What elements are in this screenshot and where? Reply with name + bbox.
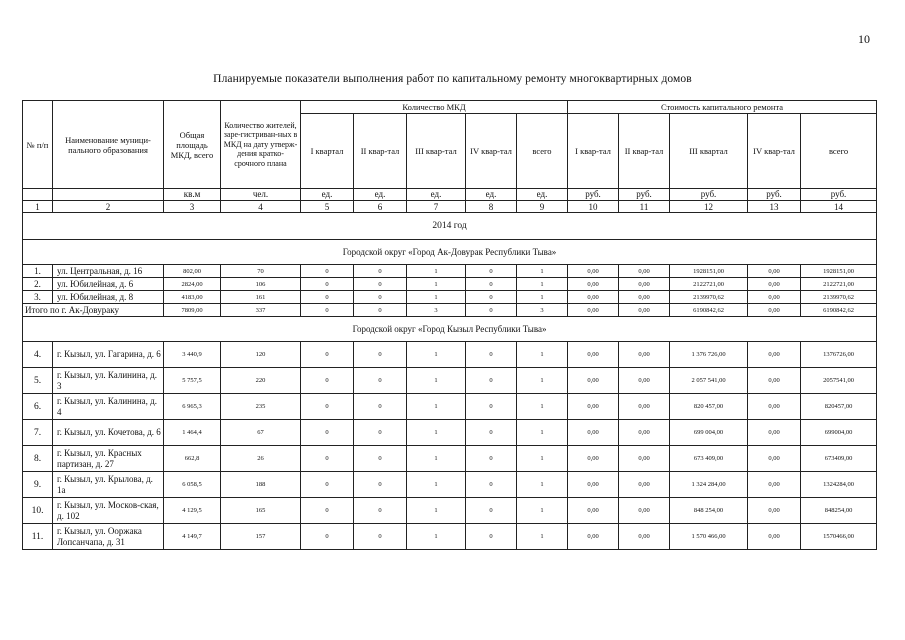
cell-cost-q2: 0,00	[619, 524, 670, 550]
cell-total: 1	[517, 342, 568, 368]
cell-name: г. Кызыл, ул. Москов-ская, д. 102	[53, 498, 164, 524]
unit-cell: руб.	[748, 189, 801, 201]
unit-cell: ед.	[301, 189, 354, 201]
col-number: 14	[801, 201, 877, 213]
cell-total: 1	[517, 394, 568, 420]
year-row: 2014 год	[23, 213, 877, 240]
cell-area: 4 149,7	[164, 524, 221, 550]
cell-q3: 1	[407, 342, 466, 368]
cell-total: 1	[517, 278, 568, 291]
unit-cell: ед.	[354, 189, 407, 201]
cell-cost-q2: 0,00	[619, 394, 670, 420]
cell-q1: 0	[301, 342, 354, 368]
cell-cost-q3: 1928151,00	[670, 265, 748, 278]
header-total: всего	[517, 114, 568, 189]
cell-cost-q1: 0,00	[568, 394, 619, 420]
cell-cost-q4: 0,00	[748, 304, 801, 317]
cell-residents: 26	[221, 446, 301, 472]
cell-q1: 0	[301, 446, 354, 472]
cell-cost-q1: 0,00	[568, 342, 619, 368]
unit-cell: ед.	[466, 189, 517, 201]
cell-cost-q4: 0,00	[748, 420, 801, 446]
cell-area: 4183,00	[164, 291, 221, 304]
cell-q3: 3	[407, 304, 466, 317]
cell-cost-q1: 0,00	[568, 278, 619, 291]
unit-cell: ед.	[517, 189, 568, 201]
table-row	[23, 342, 877, 368]
cell-area: 3 440,9	[164, 342, 221, 368]
col-number: 7	[407, 201, 466, 213]
cell-cost-q2: 0,00	[619, 420, 670, 446]
cell-q1: 0	[301, 472, 354, 498]
document-title: Планируемые показатели выполнения работ по капитальному ремонту многоквартирных домов	[213, 73, 692, 85]
cell-cost-q3: 2122721,00	[670, 278, 748, 291]
cell-num: 2.	[23, 278, 53, 291]
cell-residents: 220	[221, 368, 301, 394]
cell-cost-q2: 0,00	[619, 291, 670, 304]
table-row	[23, 394, 877, 420]
unit-cell: ед.	[407, 189, 466, 201]
section-kyzyl: Городской округ «Город Кызыл Республики Тыва»	[23, 317, 877, 342]
cell-q4: 0	[466, 472, 517, 498]
cell-q3: 1	[407, 524, 466, 550]
cell-q3: 1	[407, 265, 466, 278]
cell-q2: 0	[354, 342, 407, 368]
cell-q2: 0	[354, 498, 407, 524]
header-cost-q4: IV квар-тал	[748, 114, 801, 189]
cell-q1: 0	[301, 394, 354, 420]
header-residents: Количество жителей, заре-гистриван-ных в МКД на дату утверж-дения кратко-срочного плана	[221, 101, 301, 189]
unit-cell: кв.м	[164, 189, 221, 201]
cell-residents: 106	[221, 278, 301, 291]
header-q2: II квар-тал	[354, 114, 407, 189]
cell-cost-q1: 0,00	[568, 498, 619, 524]
table-row	[23, 420, 877, 446]
cell-cost-q4: 0,00	[748, 394, 801, 420]
cell-q4: 0	[466, 291, 517, 304]
cell-cost-q3: 1 570 466,00	[670, 524, 748, 550]
cell-q3: 1	[407, 498, 466, 524]
table-row	[23, 524, 877, 550]
header-cost-q2: II квар-тал	[619, 114, 670, 189]
cell-area: 6 965,3	[164, 394, 221, 420]
header-cost-q3: III квартал	[670, 114, 748, 189]
cell-q3: 1	[407, 446, 466, 472]
cell-num: 3.	[23, 291, 53, 304]
header-count-group: Количество МКД	[301, 101, 568, 114]
header-q1: I квартал	[301, 114, 354, 189]
cell-q2: 0	[354, 291, 407, 304]
col-number: 12	[670, 201, 748, 213]
table-row	[23, 446, 877, 472]
cell-cost-total: 848254,00	[801, 498, 877, 524]
header-cost-total: всего	[801, 114, 877, 189]
cell-num: 8.	[23, 446, 53, 472]
cell-cost-total: 6190842,62	[801, 304, 877, 317]
cell-cost-q4: 0,00	[748, 291, 801, 304]
cell-q4: 0	[466, 394, 517, 420]
cell-cost-total: 673409,00	[801, 446, 877, 472]
cell-total: 1	[517, 420, 568, 446]
col-number: 11	[619, 201, 670, 213]
cell-q4: 0	[466, 420, 517, 446]
cell-cost-total: 2122721,00	[801, 278, 877, 291]
cell-cost-q3: 1 324 284,00	[670, 472, 748, 498]
cell-residents: 165	[221, 498, 301, 524]
cell-total: 1	[517, 498, 568, 524]
total-label: Итого по г. Ак-Довураку	[23, 304, 164, 317]
cell-cost-q2: 0,00	[619, 472, 670, 498]
header-area: Общая площадь МКД, всего	[164, 101, 221, 189]
cell-q3: 1	[407, 420, 466, 446]
unit-cell: руб.	[568, 189, 619, 201]
header-q4: IV квар-тал	[466, 114, 517, 189]
cell-cost-q1: 0,00	[568, 446, 619, 472]
cell-cost-total: 2057541,00	[801, 368, 877, 394]
cell-cost-q4: 0,00	[748, 498, 801, 524]
page-number: 10	[858, 32, 870, 46]
cell-residents: 70	[221, 265, 301, 278]
cell-total: 1	[517, 524, 568, 550]
cell-area: 1 464,4	[164, 420, 221, 446]
cell-cost-q4: 0,00	[748, 472, 801, 498]
cell-residents: 337	[221, 304, 301, 317]
cell-cost-q2: 0,00	[619, 342, 670, 368]
cell-total: 1	[517, 368, 568, 394]
cell-residents: 161	[221, 291, 301, 304]
header-cost-group: Стоимость капитального ремонта	[568, 101, 877, 114]
cell-total: 1	[517, 446, 568, 472]
cell-cost-q3: 6190842,62	[670, 304, 748, 317]
cell-q2: 0	[354, 394, 407, 420]
cell-cost-total: 1570466,00	[801, 524, 877, 550]
cell-q2: 0	[354, 265, 407, 278]
cell-q1: 0	[301, 420, 354, 446]
cell-cost-q3: 848 254,00	[670, 498, 748, 524]
cell-cost-q2: 0,00	[619, 368, 670, 394]
cell-name: ул. Центральная, д. 16	[53, 265, 164, 278]
cell-num: 7.	[23, 420, 53, 446]
col-number: 8	[466, 201, 517, 213]
cell-cost-q4: 0,00	[748, 524, 801, 550]
cell-q4: 0	[466, 446, 517, 472]
cell-num: 1.	[23, 265, 53, 278]
cell-total: 1	[517, 291, 568, 304]
cell-area: 5 757,5	[164, 368, 221, 394]
cell-q1: 0	[301, 304, 354, 317]
cell-q4: 0	[466, 524, 517, 550]
cell-total: 1	[517, 265, 568, 278]
cell-cost-total: 1376726,00	[801, 342, 877, 368]
cell-cost-q1: 0,00	[568, 420, 619, 446]
cell-name: ул. Юбилейная, д. 6	[53, 278, 164, 291]
table-row	[23, 265, 877, 278]
table-row	[23, 368, 877, 394]
cell-residents: 157	[221, 524, 301, 550]
cell-q4: 0	[466, 265, 517, 278]
cell-num: 5.	[23, 368, 53, 394]
cell-cost-q1: 0,00	[568, 524, 619, 550]
cell-residents: 120	[221, 342, 301, 368]
cell-cost-q2: 0,00	[619, 498, 670, 524]
header-name: Наименование муници-пального образования	[53, 101, 164, 189]
cell-q4: 0	[466, 368, 517, 394]
cell-cost-total: 2139970,62	[801, 291, 877, 304]
table-row	[23, 472, 877, 498]
cell-area: 802,00	[164, 265, 221, 278]
unit-cell: руб.	[670, 189, 748, 201]
repair-plan-table	[22, 100, 877, 550]
col-number: 2	[53, 201, 164, 213]
cell-q3: 1	[407, 368, 466, 394]
cell-name: г. Кызыл, ул. Кочетова, д. 6	[53, 420, 164, 446]
col-number: 13	[748, 201, 801, 213]
cell-q2: 0	[354, 304, 407, 317]
cell-cost-q3: 699 004,00	[670, 420, 748, 446]
cell-cost-q3: 820 457,00	[670, 394, 748, 420]
cell-q2: 0	[354, 420, 407, 446]
cell-cost-q1: 0,00	[568, 291, 619, 304]
unit-cell: руб.	[619, 189, 670, 201]
cell-name: г. Кызыл, ул. Калинина, д. 3	[53, 368, 164, 394]
cell-q1: 0	[301, 291, 354, 304]
unit-cell: чел.	[221, 189, 301, 201]
cell-q1: 0	[301, 368, 354, 394]
cell-residents: 67	[221, 420, 301, 446]
cell-q2: 0	[354, 368, 407, 394]
cell-area: 6 058,5	[164, 472, 221, 498]
cell-q3: 1	[407, 278, 466, 291]
cell-q2: 0	[354, 524, 407, 550]
col-number: 4	[221, 201, 301, 213]
cell-num: 6.	[23, 394, 53, 420]
cell-num: 10.	[23, 498, 53, 524]
units-row	[23, 189, 877, 201]
cell-cost-total: 1928151,00	[801, 265, 877, 278]
cell-name: г. Кызыл, ул. Красных партизан, д. 27	[53, 446, 164, 472]
table-row	[23, 278, 877, 291]
cell-cost-q3: 673 409,00	[670, 446, 748, 472]
cell-cost-q2: 0,00	[619, 278, 670, 291]
cell-cost-q2: 0,00	[619, 304, 670, 317]
cell-q2: 0	[354, 446, 407, 472]
cell-total: 3	[517, 304, 568, 317]
cell-q1: 0	[301, 524, 354, 550]
cell-q3: 1	[407, 394, 466, 420]
cell-area: 2824,00	[164, 278, 221, 291]
col-number: 9	[517, 201, 568, 213]
col-number: 1	[23, 201, 53, 213]
cell-cost-q4: 0,00	[748, 265, 801, 278]
cell-q1: 0	[301, 278, 354, 291]
cell-q2: 0	[354, 278, 407, 291]
col-number: 5	[301, 201, 354, 213]
cell-cost-q3: 2139970,62	[670, 291, 748, 304]
cell-name: г. Кызыл, ул. Крылова, д. 1а	[53, 472, 164, 498]
cell-area: 7809,00	[164, 304, 221, 317]
cell-total: 1	[517, 472, 568, 498]
col-number: 3	[164, 201, 221, 213]
cell-cost-q3: 1 376 726,00	[670, 342, 748, 368]
cell-num: 11.	[23, 524, 53, 550]
header-num: № п/п	[23, 101, 53, 189]
cell-q3: 1	[407, 291, 466, 304]
cell-num: 9.	[23, 472, 53, 498]
cell-q2: 0	[354, 472, 407, 498]
cell-cost-q3: 2 057 541,00	[670, 368, 748, 394]
total-row	[23, 304, 877, 317]
cell-q4: 0	[466, 278, 517, 291]
section-akdovurak: Городской округ «Город Ак-Довурак Республики Тыва»	[23, 240, 877, 265]
cell-residents: 188	[221, 472, 301, 498]
table-row	[23, 498, 877, 524]
cell-name: ул. Юбилейная, д. 8	[53, 291, 164, 304]
header-cost-q1: I квар-тал	[568, 114, 619, 189]
cell-cost-total: 820457,00	[801, 394, 877, 420]
cell-q4: 0	[466, 342, 517, 368]
cell-cost-q4: 0,00	[748, 446, 801, 472]
column-number-row	[23, 201, 877, 213]
cell-q1: 0	[301, 498, 354, 524]
cell-cost-q4: 0,00	[748, 278, 801, 291]
cell-cost-total: 1324284,00	[801, 472, 877, 498]
table-row	[23, 291, 877, 304]
cell-q4: 0	[466, 304, 517, 317]
col-number: 10	[568, 201, 619, 213]
col-number: 6	[354, 201, 407, 213]
cell-name: г. Кызыл, ул. Калинина, д. 4	[53, 394, 164, 420]
cell-cost-q1: 0,00	[568, 265, 619, 278]
cell-num: 4.	[23, 342, 53, 368]
cell-name: г. Кызыл, ул. Ооржака Лопсанчапа, д. 31	[53, 524, 164, 550]
cell-cost-q1: 0,00	[568, 368, 619, 394]
cell-q1: 0	[301, 265, 354, 278]
cell-cost-q2: 0,00	[619, 265, 670, 278]
cell-cost-q1: 0,00	[568, 304, 619, 317]
cell-cost-q1: 0,00	[568, 472, 619, 498]
cell-cost-q4: 0,00	[748, 368, 801, 394]
header-q3: III квар-тал	[407, 114, 466, 189]
cell-cost-q2: 0,00	[619, 446, 670, 472]
cell-area: 662,8	[164, 446, 221, 472]
cell-name: г. Кызыл, ул. Гагарина, д. 6	[53, 342, 164, 368]
cell-cost-total: 699004,00	[801, 420, 877, 446]
cell-cost-q4: 0,00	[748, 342, 801, 368]
cell-q3: 1	[407, 472, 466, 498]
cell-area: 4 129,5	[164, 498, 221, 524]
cell-q4: 0	[466, 498, 517, 524]
cell-residents: 235	[221, 394, 301, 420]
unit-cell: руб.	[801, 189, 877, 201]
